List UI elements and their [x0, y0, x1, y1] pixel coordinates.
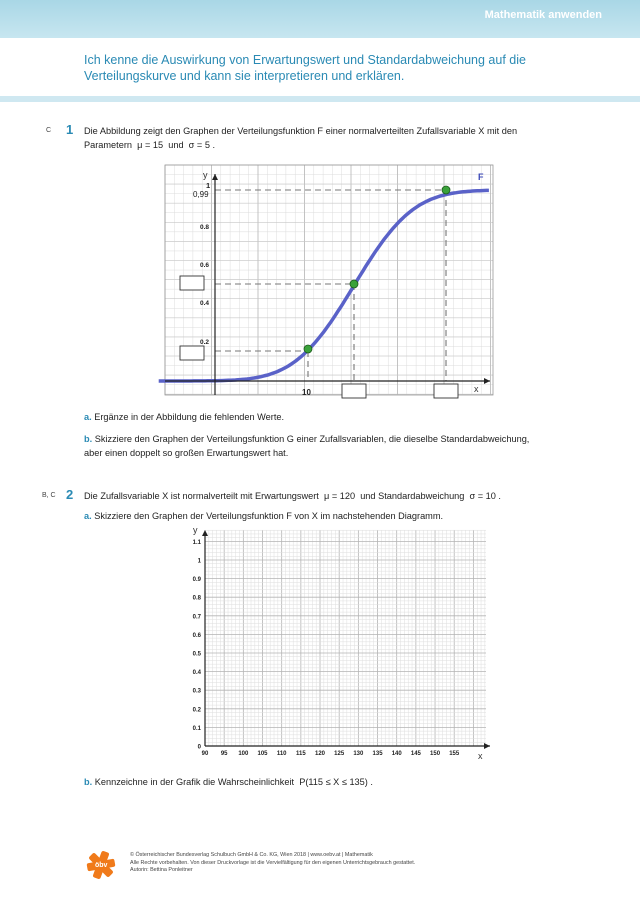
task1-mu: μ = 15: [137, 140, 164, 150]
ytick-label: 0.7: [192, 614, 201, 621]
answer-box-y-low[interactable]: [180, 346, 204, 360]
ytick-099: 0,99: [193, 190, 209, 199]
chart1-curve-label: F: [478, 172, 484, 182]
ytick-label: 0.9: [192, 577, 201, 584]
xtick-label: 150: [430, 751, 441, 757]
task2-text: Die Zufallsvariable X ist normalverteilt mit Erwartungswert μ = 120 und Standardabweichung σ = 10 .: [84, 491, 501, 501]
xtick-label: 140: [391, 751, 402, 757]
xtick-label: 105: [257, 751, 268, 757]
chart2-grid: [205, 530, 486, 746]
chart2-ytick-labels: [193, 540, 202, 751]
point-high: [442, 186, 450, 194]
xtick-label: 125: [334, 751, 345, 757]
task1-number: 1: [66, 122, 74, 137]
chart1-xlabel: x: [474, 384, 479, 394]
xtick-label: 95: [220, 751, 228, 757]
ytick-label: 0.4: [192, 670, 201, 677]
task1-line-2: Parametern μ = 15 und σ = 5 .: [84, 140, 216, 150]
xtick-10: 10: [302, 388, 311, 397]
xtick-label: 110: [276, 751, 287, 757]
ytick-0.6: 0.6: [200, 262, 210, 269]
xtick-label: 145: [410, 751, 421, 757]
chart2-xlabel: x: [478, 751, 483, 761]
y-axis-arrow: [202, 530, 208, 536]
ytick-label: 1: [197, 558, 201, 565]
cdf-curve-f: [159, 190, 489, 381]
y-axis-arrow: [212, 174, 218, 180]
logo-text: öbv: [95, 862, 108, 869]
xtick-label: 115: [296, 751, 306, 757]
answer-box-x-high[interactable]: [434, 384, 458, 398]
ytick-label: 0: [197, 744, 201, 751]
task1-sigma: σ = 5 .: [188, 140, 216, 150]
task1-b: b. Skizziere den Graphen der Verteilungsfunktion G einer Zufallsvariablen, die dieselbe Standardabweichung, aber einen doppelt so großen Erwartungswert hat.: [84, 434, 530, 458]
task2-b-formula: P(115 ≤ X ≤ 135) .: [299, 777, 373, 787]
ytick-label: 0.5: [192, 651, 201, 658]
chart1-grid: [165, 165, 493, 395]
ytick-label: 1.1: [192, 539, 201, 546]
task1-text: [84, 124, 517, 152]
task2-competence-tag: B, C: [42, 492, 56, 499]
xtick-label: 100: [238, 751, 249, 757]
ytick-label: 0.6: [192, 632, 201, 639]
chart2-ylabel: y: [193, 525, 198, 535]
point-low: [304, 345, 312, 353]
task2-number: 2: [66, 487, 74, 502]
xtick-label: 155: [449, 751, 460, 757]
footer-line-1: © Österreichischer Bundesverlag Schulbuch GmbH & Co. KG, Wien 2018 | www.oebv.at | Mathematik: [130, 852, 373, 858]
xtick-label: 90: [201, 751, 209, 757]
chart1-ylabel: y: [203, 170, 208, 180]
ytick-label: 0.2: [192, 707, 201, 714]
ytick-0.4: 0.4: [200, 300, 210, 307]
footer: [130, 852, 415, 875]
xtick-label: 135: [372, 751, 383, 757]
ytick-1: 1: [206, 181, 211, 190]
footer-line-2: Alle Rechte vorbehalten. Von dieser Druckvorlage ist die Vervielfältigung für den eigenen Unterrichtsgebrauch gestattet.: [130, 859, 416, 866]
x-axis-arrow: [484, 743, 490, 749]
goal-line-1: Ich kenne die Auswirkung von Erwartungswert und Standardabweichung auf die: [84, 53, 526, 67]
task1-line-1: Die Abbildung zeigt den Graphen der Verteilungsfunktion F einer normalverteilten Zufallsvariable X mit den: [84, 126, 518, 136]
xtick-label: 130: [353, 751, 364, 757]
task1-a: a. Ergänze in der Abbildung die fehlenden Werte.: [84, 412, 285, 422]
chart2-axes: [205, 532, 490, 746]
goal-line-2: Verteilungskurve und kann sie interpretieren und erklären.: [84, 69, 405, 83]
ytick-label: 0.8: [192, 595, 201, 602]
xtick-label: 120: [315, 751, 326, 757]
ytick-label: 0.1: [192, 725, 201, 732]
point-mid: [350, 280, 358, 288]
ytick-0.2: 0.2: [200, 339, 210, 346]
x-axis-arrow: [484, 378, 490, 384]
learning-goal-text: [84, 52, 584, 84]
task2-b: b. Kennzeichne in der Grafik die Wahrscheinlichkeit P(115 ≤ X ≤ 135) .: [84, 777, 373, 787]
task2-mu: μ = 120: [323, 491, 356, 501]
chart2-empty-grid[interactable]: [0, 520, 640, 770]
answer-box-x-mid[interactable]: [342, 384, 366, 398]
chart1-cdf: [0, 160, 640, 420]
chart1-dashed-guides: [215, 190, 446, 381]
answer-box-y-mid[interactable]: [180, 276, 204, 290]
oebv-logo: [86, 849, 116, 881]
footer-line-3: Autorin: Bettina Ponleitner: [130, 867, 193, 873]
chart2-xtick-labels: [202, 751, 460, 757]
header-title: Mathematik anwenden: [484, 9, 602, 21]
task2-sigma: σ = 10 .: [469, 491, 501, 501]
ytick-0.8: 0.8: [200, 224, 210, 231]
task2-a: a. Skizziere den Graphen der Verteilungsfunktion F von X im nachstehenden Diagramm.: [84, 511, 444, 521]
task1-competence-tag: C: [46, 127, 52, 134]
ytick-label: 0.3: [192, 688, 201, 695]
